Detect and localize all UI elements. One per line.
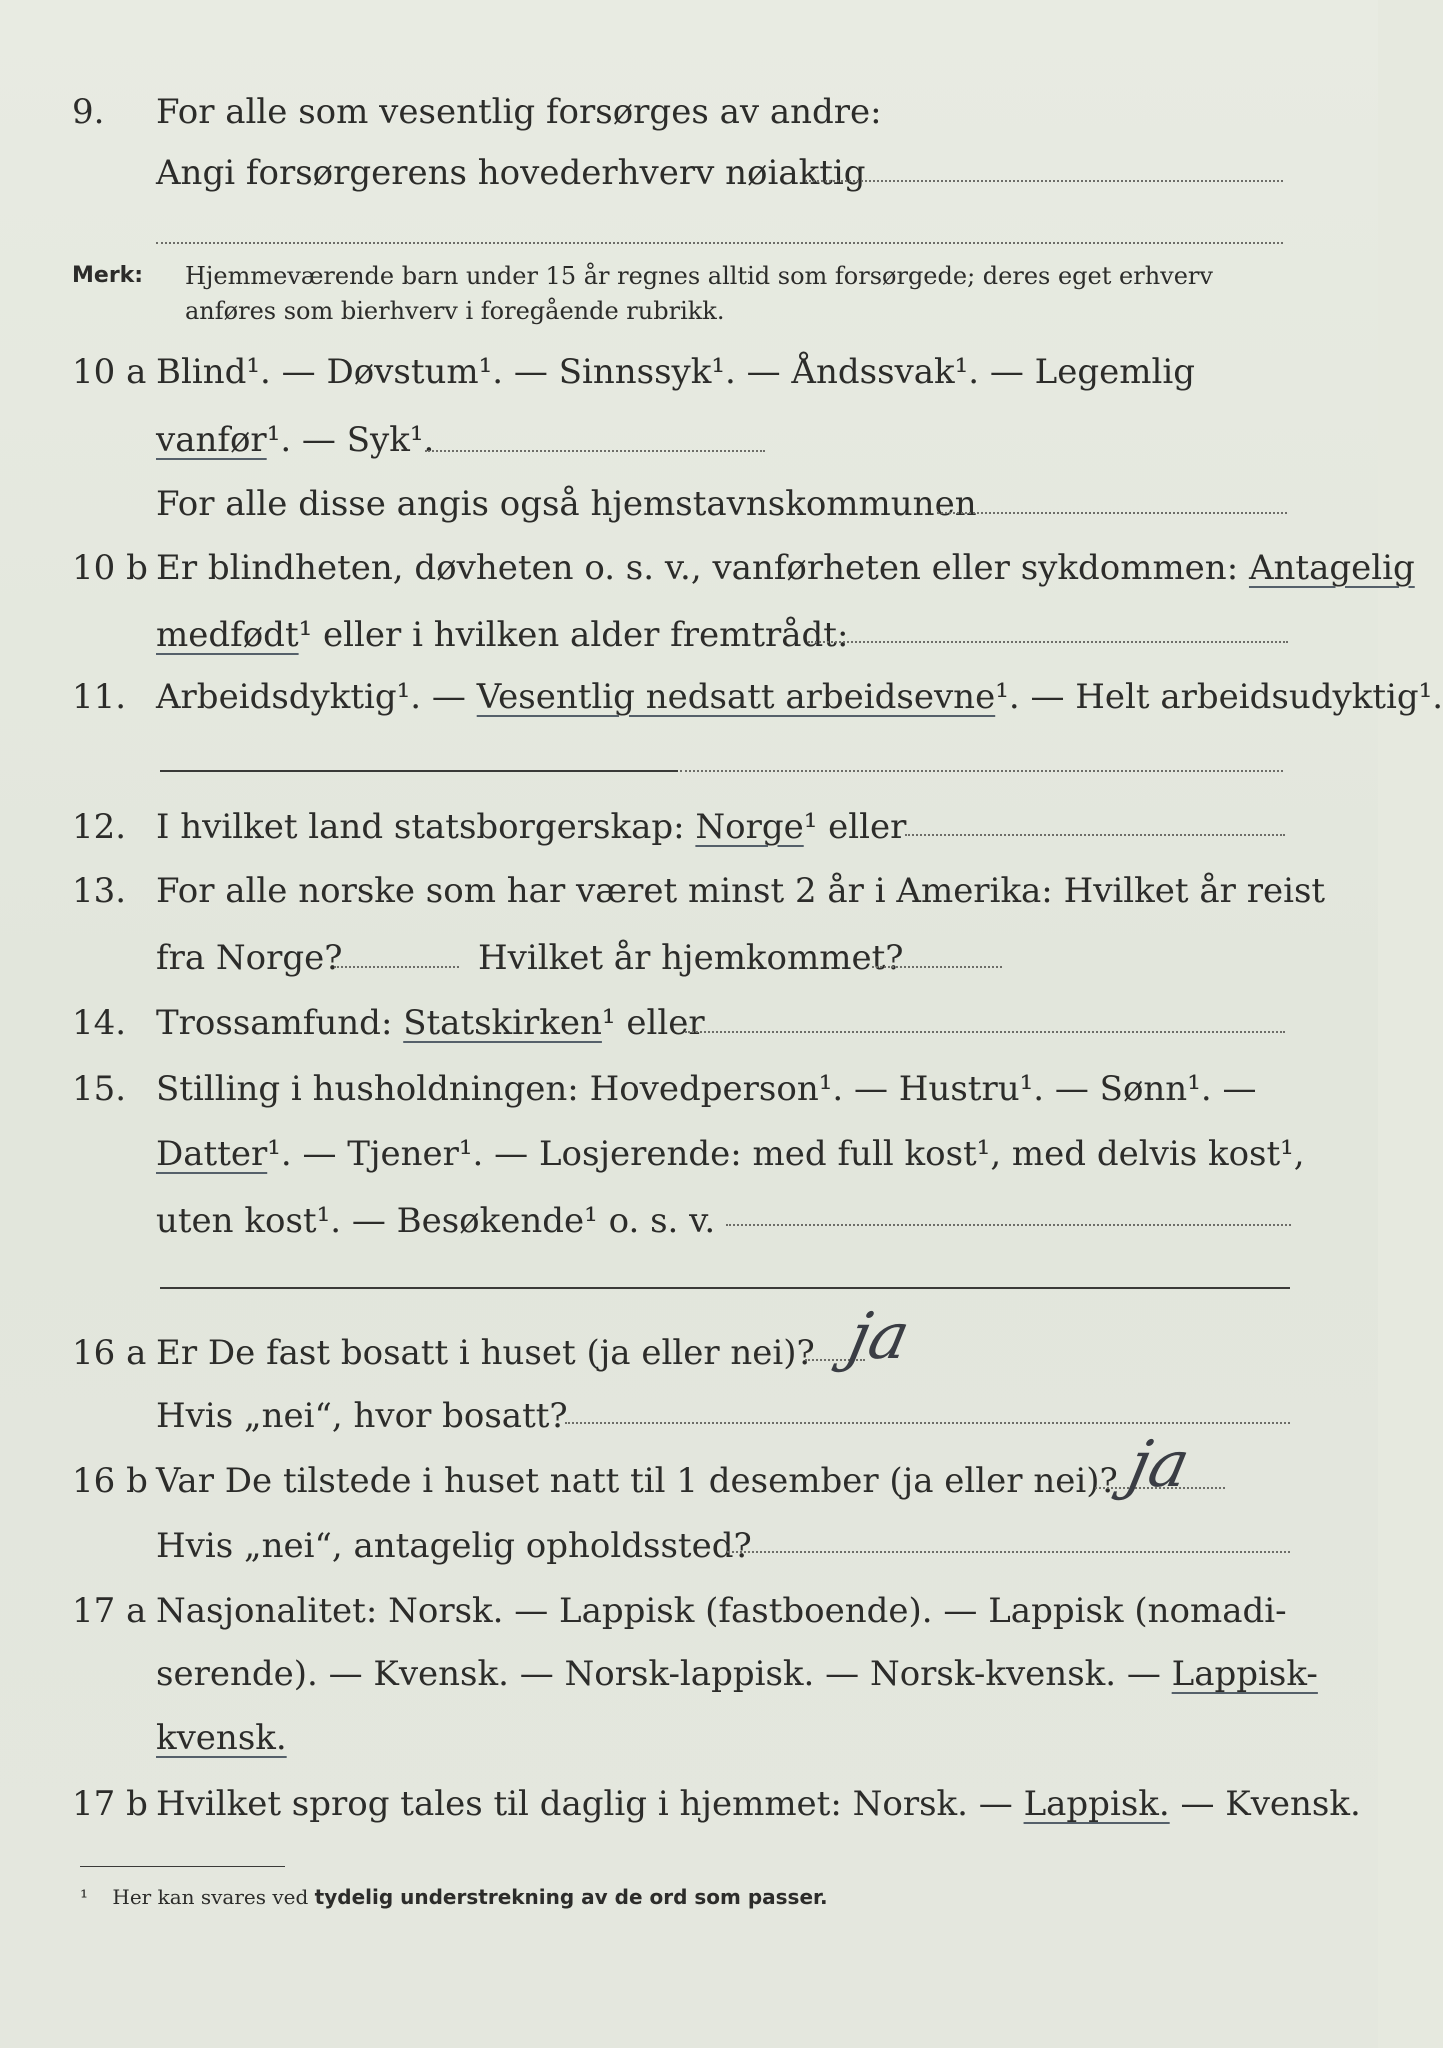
- footnote-mark: ¹: [80, 1885, 89, 1909]
- question-text-a: fra Norge?: [156, 938, 343, 978]
- note-label: Merk:: [72, 263, 144, 288]
- question-text: [156, 677, 1443, 717]
- footnote-rule: [80, 1866, 285, 1867]
- question-text: For alle norske som har været minst 2 år i Amerika: Hvilket år reist: [156, 871, 1326, 911]
- underlined-answer: Statskirken: [403, 1003, 602, 1043]
- question-text: uten kost¹. — Besøkende¹ o. s. v.: [156, 1201, 716, 1241]
- question-text: Blind¹. — Døvstum¹. — Sinnssyk¹. — Åndssvak¹. — Legemlig: [156, 352, 1195, 392]
- question-text: Nasjonalitet: Norsk. — Lappisk (fastboende). — Lappisk (nomadi-: [156, 1591, 1287, 1631]
- question-text: For alle som vesentlig forsørges av andre:: [156, 92, 882, 132]
- question-text: Hvis „nei“, antagelig opholdssted?: [156, 1526, 752, 1566]
- question-text: [156, 1784, 1361, 1824]
- question-number: 17 a: [72, 1591, 147, 1631]
- answer-line: [727, 1551, 1290, 1553]
- question-number: 14.: [72, 1003, 127, 1043]
- footnote-text: Her kan svares ved: [112, 1885, 315, 1909]
- question-text-b: ¹ eller: [803, 807, 907, 847]
- answer-line: [872, 966, 1002, 968]
- question-number: 16 a: [72, 1333, 147, 1373]
- question-text: Angi forsørgerens hovederhverv nøiaktig: [156, 153, 866, 193]
- underlined-answer: vanfør: [156, 420, 267, 460]
- underlined-answer: Lappisk.: [1023, 1784, 1170, 1824]
- question-text-b: ¹ eller: [601, 1003, 705, 1043]
- question-text-a: Er blindheten, døvheten o. s. v., vanførheten eller sykdommen:: [156, 548, 1249, 588]
- question-number: 10 a: [72, 352, 147, 392]
- question-number: 16 b: [72, 1461, 148, 1501]
- answer-line: [565, 1422, 1290, 1424]
- note-text: anføres som bierhverv i foregående rubrikk.: [185, 297, 725, 325]
- question-number: 10 b: [72, 548, 148, 588]
- question-text: [156, 807, 906, 847]
- question-text: [156, 1003, 705, 1043]
- question-text: [156, 1718, 287, 1758]
- underlined-answer: medfødt: [156, 615, 299, 655]
- note-text: Hjemmeværende barn under 15 år regnes alltid som forsørgede; deres eget erhverv: [185, 262, 1213, 290]
- question-text: Var De tilstede i huset natt til 1 desember (ja eller nei)?: [156, 1461, 1118, 1501]
- question-text: Er De fast bosatt i huset (ja eller nei)?: [156, 1333, 815, 1373]
- divider-line: [160, 1287, 1290, 1289]
- question-text: [156, 548, 1415, 588]
- question-text: For alle disse angis også hjemstavnskommunen: [156, 484, 977, 524]
- underlined-answer: Norge: [695, 807, 804, 847]
- handwritten-answer: ja: [1122, 1428, 1196, 1502]
- question-text-a: Hvilket sprog tales til daglig i hjemmet: Norsk. —: [156, 1784, 1024, 1824]
- divider-line: [160, 770, 678, 772]
- question-number: 9.: [72, 92, 105, 132]
- question-number: 17 b: [72, 1784, 148, 1824]
- question-number: 11.: [72, 677, 127, 717]
- answer-line: [334, 966, 459, 968]
- question-number: 12.: [72, 807, 127, 847]
- question-number: 15.: [72, 1069, 127, 1109]
- answer-line: [425, 450, 765, 452]
- answer-line: [808, 641, 1288, 643]
- answer-line: [905, 834, 1285, 836]
- question-text: [156, 615, 848, 655]
- question-text-a: Arbeidsdyktig¹. —: [156, 677, 477, 717]
- question-text: [156, 420, 434, 460]
- question-number: 13.: [72, 871, 127, 911]
- question-text: Stilling i husholdningen: Hovedperson¹. — Hustru¹. — Sønn¹. —: [156, 1069, 1257, 1109]
- underlined-answer: kvensk.: [156, 1718, 287, 1758]
- question-text: Hvis „nei“, hvor bosatt?: [156, 1396, 568, 1436]
- underlined-answer: Vesentlig nedsatt arbeidsevne: [476, 677, 996, 717]
- underlined-answer: Antagelig: [1248, 548, 1415, 588]
- footnote: [80, 1885, 828, 1909]
- answer-line: [156, 242, 1283, 244]
- answer-line: [805, 180, 1283, 182]
- answer-line: [685, 1031, 1285, 1033]
- question-text: [156, 1654, 1318, 1694]
- underlined-answer: Datter: [156, 1134, 268, 1174]
- question-text-a: serende). — Kvensk. — Norsk-lappisk. — Norsk-kvensk. —: [156, 1654, 1172, 1694]
- underlined-answer: Lappisk-: [1171, 1654, 1318, 1694]
- answer-line: [680, 770, 1283, 772]
- question-text-rest: ¹. — Syk¹.: [266, 420, 435, 460]
- question-text-rest: ¹. — Tjener¹. — Losjerende: med full kost¹, med delvis kost¹,: [267, 1134, 1305, 1174]
- question-text: [156, 1134, 1305, 1174]
- question-text-a: Trossamfund:: [156, 1003, 404, 1043]
- question-text-a: I hvilket land statsborgerskap:: [156, 807, 696, 847]
- question-text-b: ¹. — Helt arbeidsudyktig¹.: [995, 677, 1443, 717]
- question-text-rest: ¹ eller i hvilken alder fremtrådt:: [298, 615, 849, 655]
- question-text-b: — Kvensk.: [1169, 1784, 1361, 1824]
- footnote-text-bold: tydelig understrekning av de ord som passer.: [314, 1885, 828, 1909]
- handwritten-answer: ja: [842, 1300, 916, 1374]
- answer-line: [937, 512, 1287, 514]
- question-text-b: Hvilket år hjemkommet?: [478, 938, 904, 978]
- answer-line: [726, 1224, 1291, 1226]
